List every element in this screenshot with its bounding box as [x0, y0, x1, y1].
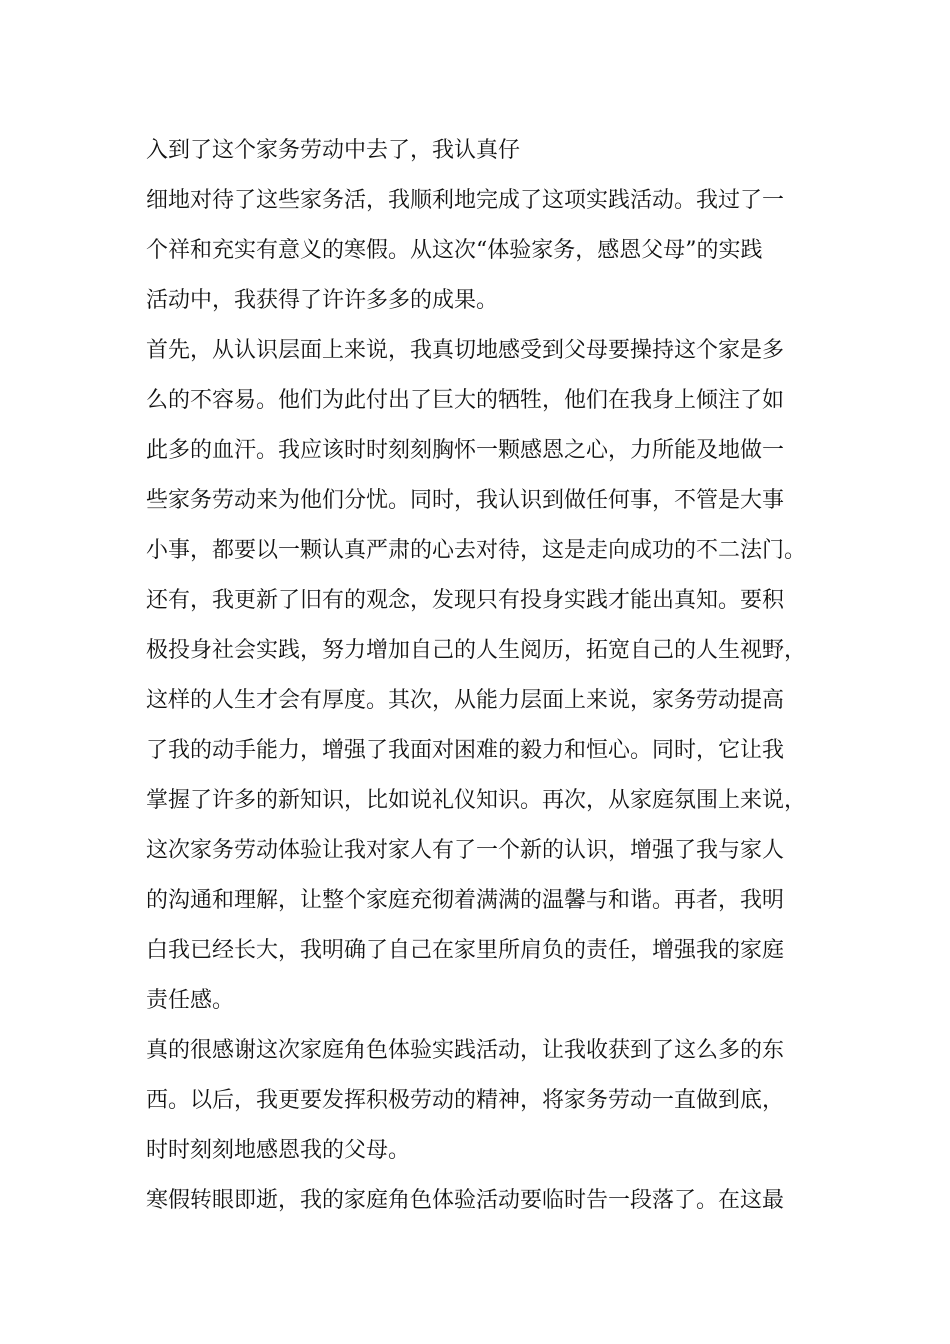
text-line: 掌握了许多的新知识，比如说礼仪知识。再次，从家庭氛围上来说， [146, 788, 807, 813]
text-line: 极投身社会实践，努力增加自己的人生阅历，拓宽自己的人生视野， [146, 638, 807, 663]
text-line: 小事，都要以一颗认真严肃的心去对待，这是走向成功的不二法门。 [146, 538, 807, 563]
text-line: 白我已经长大，我明确了自己在家里所肩负的责任，增强我的家庭 [146, 938, 785, 963]
text-line: 责任感。 [146, 988, 235, 1013]
text-line: 首先，从认识层面上来说，我真切地感受到父母要操持这个家是多 [146, 338, 785, 363]
text-line: 个祥和充实有意义的寒假。从这次“体验家务，感恩父母”的实践 [146, 238, 763, 263]
text-line: 了我的动手能力，增强了我面对困难的毅力和恒心。同时，它让我 [146, 738, 785, 763]
text-line: 活动中，我获得了许许多多的成果。 [146, 288, 499, 313]
text-line: 细地对待了这些家务活，我顺利地完成了这项实践活动。我过了一 [146, 188, 785, 213]
text-line: 真的很感谢这次家庭角色体验实践活动，让我收获到了这么多的东 [146, 1038, 785, 1063]
text-line: 西。以后，我更要发挥积极劳动的精神，将家务劳动一直做到底， [146, 1088, 785, 1113]
text-line: 的沟通和理解，让整个家庭充彻着满满的温馨与和谐。再者，我明 [146, 888, 785, 913]
text-line: 入到了这个家务劳动中去了，我认真仔 [146, 138, 521, 163]
text-line: 此多的血汗。我应该时时刻刻胸怀一颗感恩之心，力所能及地做一 [146, 438, 785, 463]
text-line: 么的不容易。他们为此付出了巨大的牺牲，他们在我身上倾注了如 [146, 388, 785, 413]
text-line: 些家务劳动来为他们分忧。同时，我认识到做任何事，不管是大事 [146, 488, 785, 513]
text-line: 这样的人生才会有厚度。其次，从能力层面上来说，家务劳动提高 [146, 688, 785, 713]
text-line: 还有，我更新了旧有的观念，发现只有投身实践才能出真知。要积 [146, 588, 785, 613]
text-line: 时时刻刻地感恩我的父母。 [146, 1138, 411, 1163]
text-line: 寒假转眼即逝，我的家庭角色体验活动要临时告一段落了。在这最 [146, 1188, 785, 1213]
text-line: 这次家务劳动体验让我对家人有了一个新的认识，增强了我与家人 [146, 838, 785, 863]
